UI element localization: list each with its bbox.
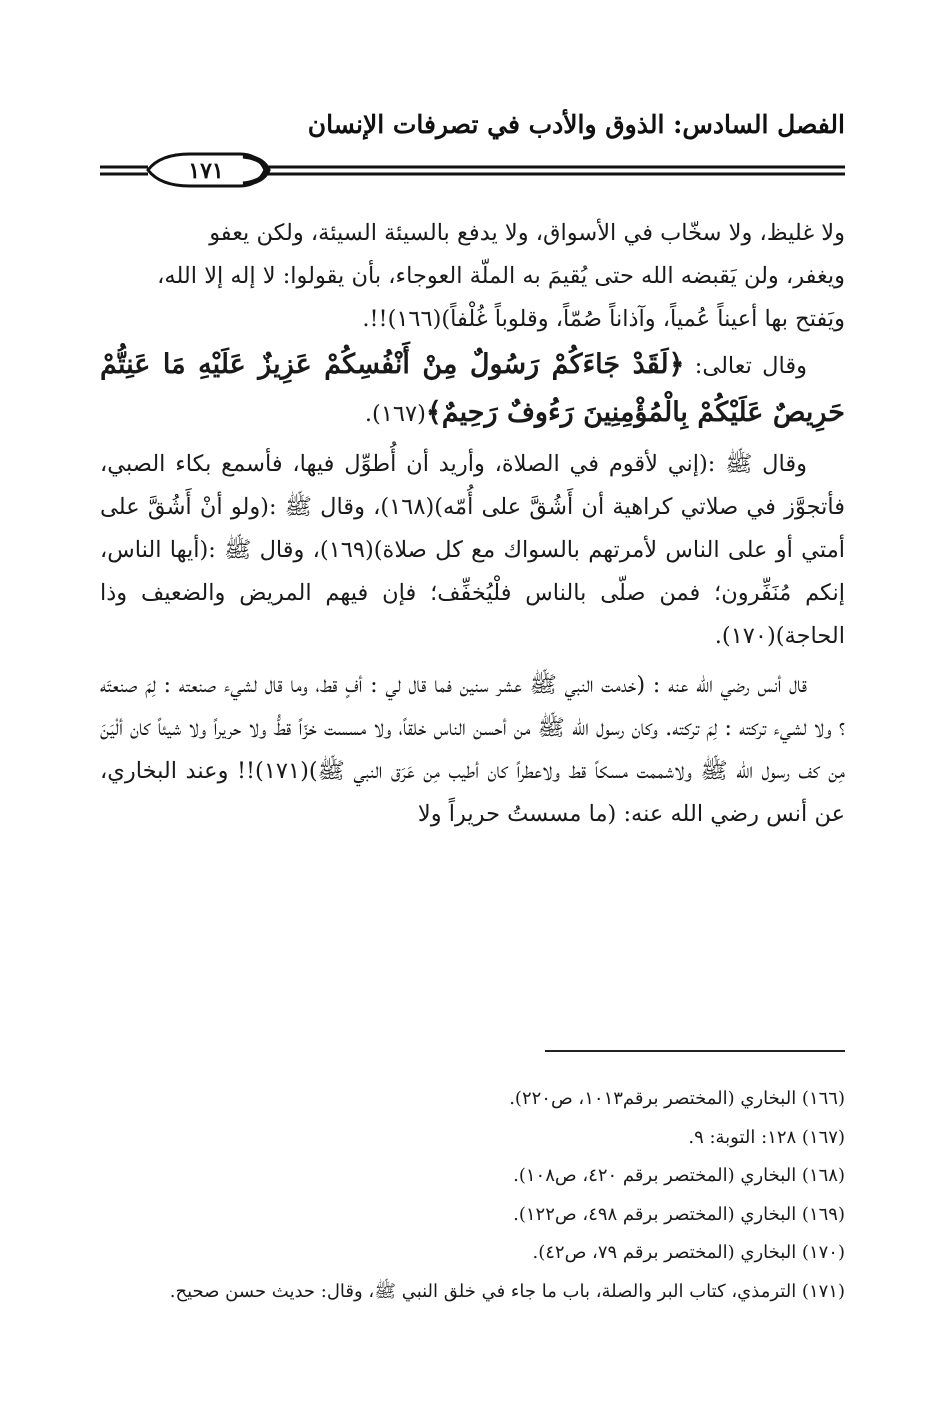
paragraph-1-line-1: ولا غليظ، ولا سخّاب في الأسواق، ولا يدفع بالسيئة السيئة، ولكن يعفو (209, 220, 845, 246)
paragraph-hadith-prayer: وقال ﷺ :(إني لأقوم في الصلاة، وأريد أن أُطوِّل فيها، فأسمع بكاء الصبي، فأتجوَّز في صلاتي كراهية أن أَشُقَّ على أُمّه)(١٦٨)، وقال ﷺ :(ولو أنْ أَشُقَّ على أمتي أو على الناس لأمرتهم بالسواك مع كل صلاة)(١٦٩)، وقال ﷺ :(أيها الناس، إنكم مُنَفِّرون؛ فمن صلّى بالناس فلْيُخفِّف؛ فإن فيهم المريض والضعيف وذا الحاجة)(١٧٠). (100, 451, 846, 649)
footnote-171: (١٧١) الترمذي، كتاب البر والصلة، باب ما جاء في خلق النبي ﷺ، وقال: حديث حسن صحيح. (169, 1280, 845, 1302)
footnotes (100, 1080, 845, 1311)
chapter-running-title: الفصل السادس: الذوق والأدب في تصرفات الإنسان (307, 110, 845, 139)
quran-intro: وقال تعالى: (684, 353, 807, 379)
footnote-separator (545, 1050, 845, 1052)
main-text (100, 212, 845, 836)
paragraph-1-line-2: ويغفر، ولن يَقبضه الله حتى يُقيمَ به الملّة العوجاء، بأن يقولوا: لا إله إلا الله، (157, 263, 845, 289)
page-number: ١٧١ (188, 158, 224, 184)
footnote-167: (١٦٧) ١٢٨: التوبة: ٩. (688, 1126, 845, 1148)
footnote-170: (١٧٠) البخاري (المختصر برقم ٧٩، ص٤٢). (532, 1242, 845, 1263)
footnote-166: (١٦٦) البخاري (المختصر برقم١٠١٣، ص٢٢٠). (509, 1088, 845, 1109)
paragraph-quran (100, 341, 845, 437)
quran-footnote-ref: (١٦٧). (364, 401, 426, 427)
paragraph-1-line-3: ويَفتح بها أعيناً عُمياً، وآذاناً صُمّاً، وقلوباً غُلْفاً)(١٦٦)!!. (362, 306, 845, 332)
quran-verse: ﴿لَقَدْ جَاءَكُمْ رَسُولٌ مِنْ أَنْفُسِكُمْ عَزِيزٌ عَلَيْهِ مَا عَنِتُّمْ حَرِيصٌ عَلَيْكُمْ بِالْمُؤْمِنِينَ رَءُوفٌ رَحِيمٌ﴾ (100, 349, 845, 428)
footnote-168: (١٦٨) البخاري (المختصر برقم ٤٢٠، ص١٠٨). (513, 1165, 845, 1186)
footnote-169: (١٦٩) البخاري (المختصر برقم ٤٩٨، ص١٢٢). (513, 1203, 845, 1225)
paragraph-anas: قال أنس رضي الله عنه : (خدمت النبي ﷺ عشر سنين فما قال لي : أفٍ قط، وما قال لشيء صنعته : لِمَ صنعتَه ؟ ولا لشيء تركته : لِمَ تركته. وكان رسول الله ﷺ من أحسن الناس خلقاً، ولا مسست خزّاً قطُّ ولا حريراً ولا شيئاً كان ألْيَنَ مِن كف رسول الله ﷺ ولاشممت مسكاً قط ولاعطراً كان أطيب مِن عَرَق النبي ﷺ)(١٧١)!! وعند البخاري، عن أنس رضي الله عنه: (ما مسستُ حريراً ولا (100, 672, 845, 827)
